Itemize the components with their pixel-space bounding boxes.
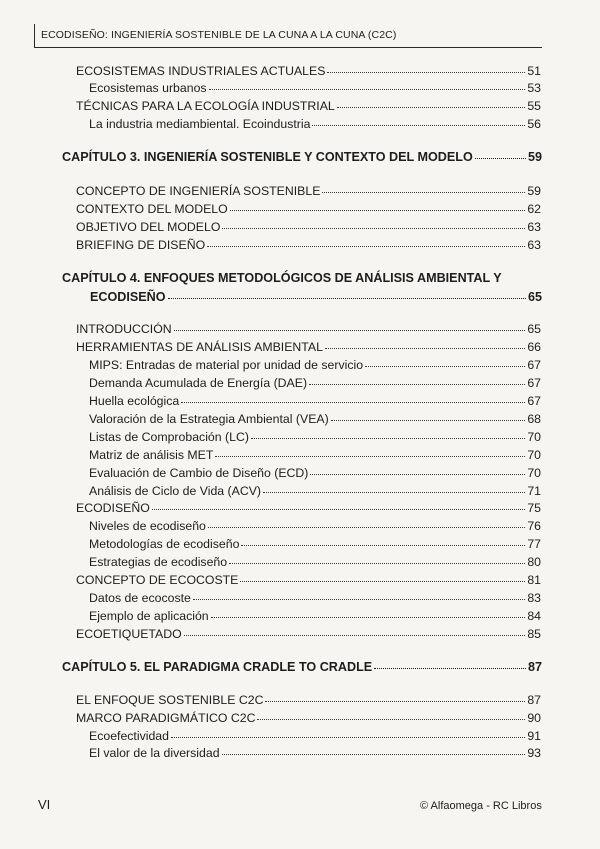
dot-leader <box>331 420 526 421</box>
chapter-4-heading[interactable] <box>90 290 542 304</box>
toc-entry[interactable] <box>89 448 541 466</box>
dot-leader <box>257 719 525 720</box>
dot-leader <box>374 668 526 669</box>
toc-entry-page: 80 <box>527 555 541 569</box>
toc-entry-label: TÉCNICAS PARA LA ECOLOGÍA INDUSTRIAL <box>76 99 335 113</box>
toc-entry[interactable] <box>76 693 541 711</box>
dot-leader <box>181 402 525 403</box>
toc-entry-page: 53 <box>527 81 541 95</box>
toc-entry[interactable] <box>89 537 541 555</box>
dot-leader <box>193 599 525 600</box>
dot-leader <box>207 246 525 247</box>
chapter-5-title: CAPÍTULO 5. EL PARADIGMA CRADLE TO CRADLE <box>62 660 373 674</box>
toc-entry[interactable] <box>76 573 541 591</box>
toc-entry[interactable] <box>76 711 541 729</box>
toc-entry-label: MIPS: Entradas de material por unidad de servicio <box>89 358 364 372</box>
toc-entry-label: INTRODUCCIÓN <box>76 322 172 336</box>
dot-leader <box>475 158 526 159</box>
toc-entry-label: Listas de Comprobación (LC) <box>89 430 249 444</box>
toc-entry-page: 77 <box>527 537 541 551</box>
toc-entry-page: 55 <box>527 99 541 113</box>
dot-leader <box>327 72 525 73</box>
running-title: ECODISEÑO: INGENIERÍA SOSTENIBLE DE LA CUNA A LA CUNA (C2C) <box>41 29 397 41</box>
dot-leader <box>265 701 525 702</box>
dot-leader <box>208 527 525 528</box>
toc-entry[interactable] <box>89 81 541 99</box>
toc-entry[interactable] <box>76 501 541 519</box>
toc-entry-page: 81 <box>527 573 541 587</box>
toc-entry-label: ECOSISTEMAS INDUSTRIALES ACTUALES <box>76 64 326 78</box>
toc-entry-page: 62 <box>527 202 541 216</box>
dot-leader <box>168 298 526 299</box>
toc-entry[interactable] <box>89 358 541 376</box>
toc-entry[interactable] <box>89 412 541 430</box>
toc-entry-page: 63 <box>527 238 541 252</box>
toc-entry[interactable] <box>89 746 541 764</box>
toc-entry-label: La industria mediambiental. Ecoindustria <box>89 117 311 131</box>
toc-entry-page: 67 <box>527 358 541 372</box>
toc-entry-label: Evaluación de Cambio de Diseño (ECD) <box>89 466 309 480</box>
toc-entry-label: CONCEPTO DE INGENIERÍA SOSTENIBLE <box>76 184 321 198</box>
toc-entry-page: 67 <box>527 376 541 390</box>
dot-leader <box>209 89 526 90</box>
dot-leader <box>215 456 525 457</box>
chapter-5-heading[interactable] <box>62 660 542 674</box>
toc-entry-label: El valor de la diversidad <box>89 746 220 760</box>
toc-entry-label: OBJETIVO DEL MODELO <box>76 220 221 234</box>
toc-entry-label: Datos de ecocoste <box>89 591 191 605</box>
toc-entry-page: 76 <box>527 519 541 533</box>
dot-leader <box>222 228 525 229</box>
dot-leader <box>241 545 525 546</box>
toc-entry[interactable] <box>89 430 541 448</box>
toc-entry-page: 87 <box>527 693 541 707</box>
dot-leader <box>211 617 526 618</box>
dot-leader <box>171 737 525 738</box>
publisher-credit: © Alfaomega - RC Libros <box>420 800 542 812</box>
dot-leader <box>337 107 526 108</box>
toc-entry-label: HERRAMIENTAS DE ANÁLISIS AMBIENTAL <box>76 340 323 354</box>
toc-entry[interactable] <box>89 555 541 573</box>
dot-leader <box>174 330 526 331</box>
dot-leader <box>263 492 525 493</box>
chapter-4-title-line2: ECODISEÑO <box>90 290 166 304</box>
chapter-5-page: 87 <box>527 660 542 674</box>
toc-entry-label: Huella ecológica <box>89 394 180 408</box>
toc-entry-page: 70 <box>527 448 541 462</box>
dot-leader <box>251 438 525 439</box>
dot-leader <box>325 348 525 349</box>
toc-entry[interactable] <box>89 484 541 502</box>
toc-entry-label: MARCO PARADIGMÁTICO C2C <box>76 711 256 725</box>
dot-leader <box>152 509 526 510</box>
toc-entry[interactable] <box>76 184 541 202</box>
toc-entry[interactable] <box>76 202 541 220</box>
toc-entry-page: 84 <box>527 609 541 623</box>
page-number: VI <box>38 797 51 812</box>
dot-leader <box>222 754 526 755</box>
toc-entry[interactable] <box>76 340 541 358</box>
toc-entry-page: 93 <box>527 746 541 760</box>
toc-entry[interactable] <box>76 627 541 645</box>
toc-entry-page: 71 <box>527 484 541 498</box>
toc-entry[interactable] <box>89 519 541 537</box>
toc-entry-label: Ejemplo de aplicación <box>89 609 209 623</box>
toc-entry-label: Matriz de análisis MET <box>89 448 214 462</box>
toc-entry-label: EL ENFOQUE SOSTENIBLE C2C <box>76 693 264 707</box>
toc-entry-page: 66 <box>527 340 541 354</box>
toc-entry-page: 85 <box>527 627 541 641</box>
toc-entry-page: 70 <box>527 466 541 480</box>
dot-leader <box>230 210 526 211</box>
toc-entry-label: Valoración de la Estrategia Ambiental (VEA) <box>89 412 329 426</box>
toc-entry-label: ECOETIQUETADO <box>76 627 182 641</box>
dot-leader <box>312 125 525 126</box>
chapter-3-title: CAPÍTULO 3. INGENIERÍA SOSTENIBLE Y CONTEXTO DEL MODELO <box>62 150 473 164</box>
toc-entry-label: Metodologías de ecodiseño <box>89 537 240 551</box>
toc-entry-label: Demanda Acumulada de Energía (DAE) <box>89 376 308 390</box>
toc-entry[interactable] <box>89 609 541 627</box>
toc-entry-page: 68 <box>527 412 541 426</box>
dot-leader <box>240 581 525 582</box>
chapter-4-title-line1[interactable]: CAPÍTULO 4. ENFOQUES METODOLÓGICOS DE ANÁLISIS AMBIENTAL Y <box>62 271 502 285</box>
toc-entry[interactable] <box>89 729 541 747</box>
toc-entry-page: 56 <box>527 117 541 131</box>
toc-entry[interactable] <box>89 394 541 412</box>
toc-entry[interactable] <box>89 376 541 394</box>
toc-entry-label: BRIEFING DE DISEÑO <box>76 238 206 252</box>
chapter-4-page: 65 <box>527 290 542 304</box>
toc-entry[interactable] <box>76 322 541 340</box>
toc-entry-page: 51 <box>527 64 541 78</box>
toc-entry-label: Análisis de Ciclo de Vida (ACV) <box>89 484 262 498</box>
toc-entry-page: 75 <box>527 501 541 515</box>
toc-entry-page: 63 <box>527 220 541 234</box>
toc-entry-label: Estrategias de ecodiseño <box>89 555 228 569</box>
toc-entry-page: 59 <box>527 184 541 198</box>
toc-entry[interactable] <box>76 64 541 82</box>
dot-leader <box>310 474 525 475</box>
chapter-3-page: 59 <box>527 150 542 164</box>
toc-entry-label: Ecoefectividad <box>89 729 169 743</box>
chapter-3-heading[interactable] <box>62 150 542 164</box>
toc-entry[interactable] <box>76 220 541 238</box>
toc-entry-label: ECODISEÑO <box>76 501 150 515</box>
toc-entry-page: 83 <box>527 591 541 605</box>
toc-entry[interactable] <box>76 99 541 117</box>
toc-entry-label: Ecosistemas urbanos <box>89 81 207 95</box>
dot-leader <box>184 635 526 636</box>
dot-leader <box>229 563 525 564</box>
toc-entry[interactable] <box>76 238 541 256</box>
toc-entry-page: 67 <box>527 394 541 408</box>
toc-entry-page: 90 <box>527 711 541 725</box>
toc-entry[interactable] <box>89 117 541 135</box>
toc-entry-label: Niveles de ecodiseño <box>89 519 206 533</box>
toc-entry-label: CONTEXTO DEL MODELO <box>76 202 228 216</box>
toc-entry-page: 91 <box>527 729 541 743</box>
toc-entry[interactable] <box>89 466 541 484</box>
dot-leader <box>365 366 525 367</box>
toc-entry[interactable] <box>89 591 541 609</box>
toc-entry-page: 70 <box>527 430 541 444</box>
dot-leader <box>322 192 525 193</box>
toc-entry-label: CONCEPTO DE ECOCOSTE <box>76 573 239 587</box>
toc-entry-page: 65 <box>527 322 541 336</box>
dot-leader <box>309 384 525 385</box>
